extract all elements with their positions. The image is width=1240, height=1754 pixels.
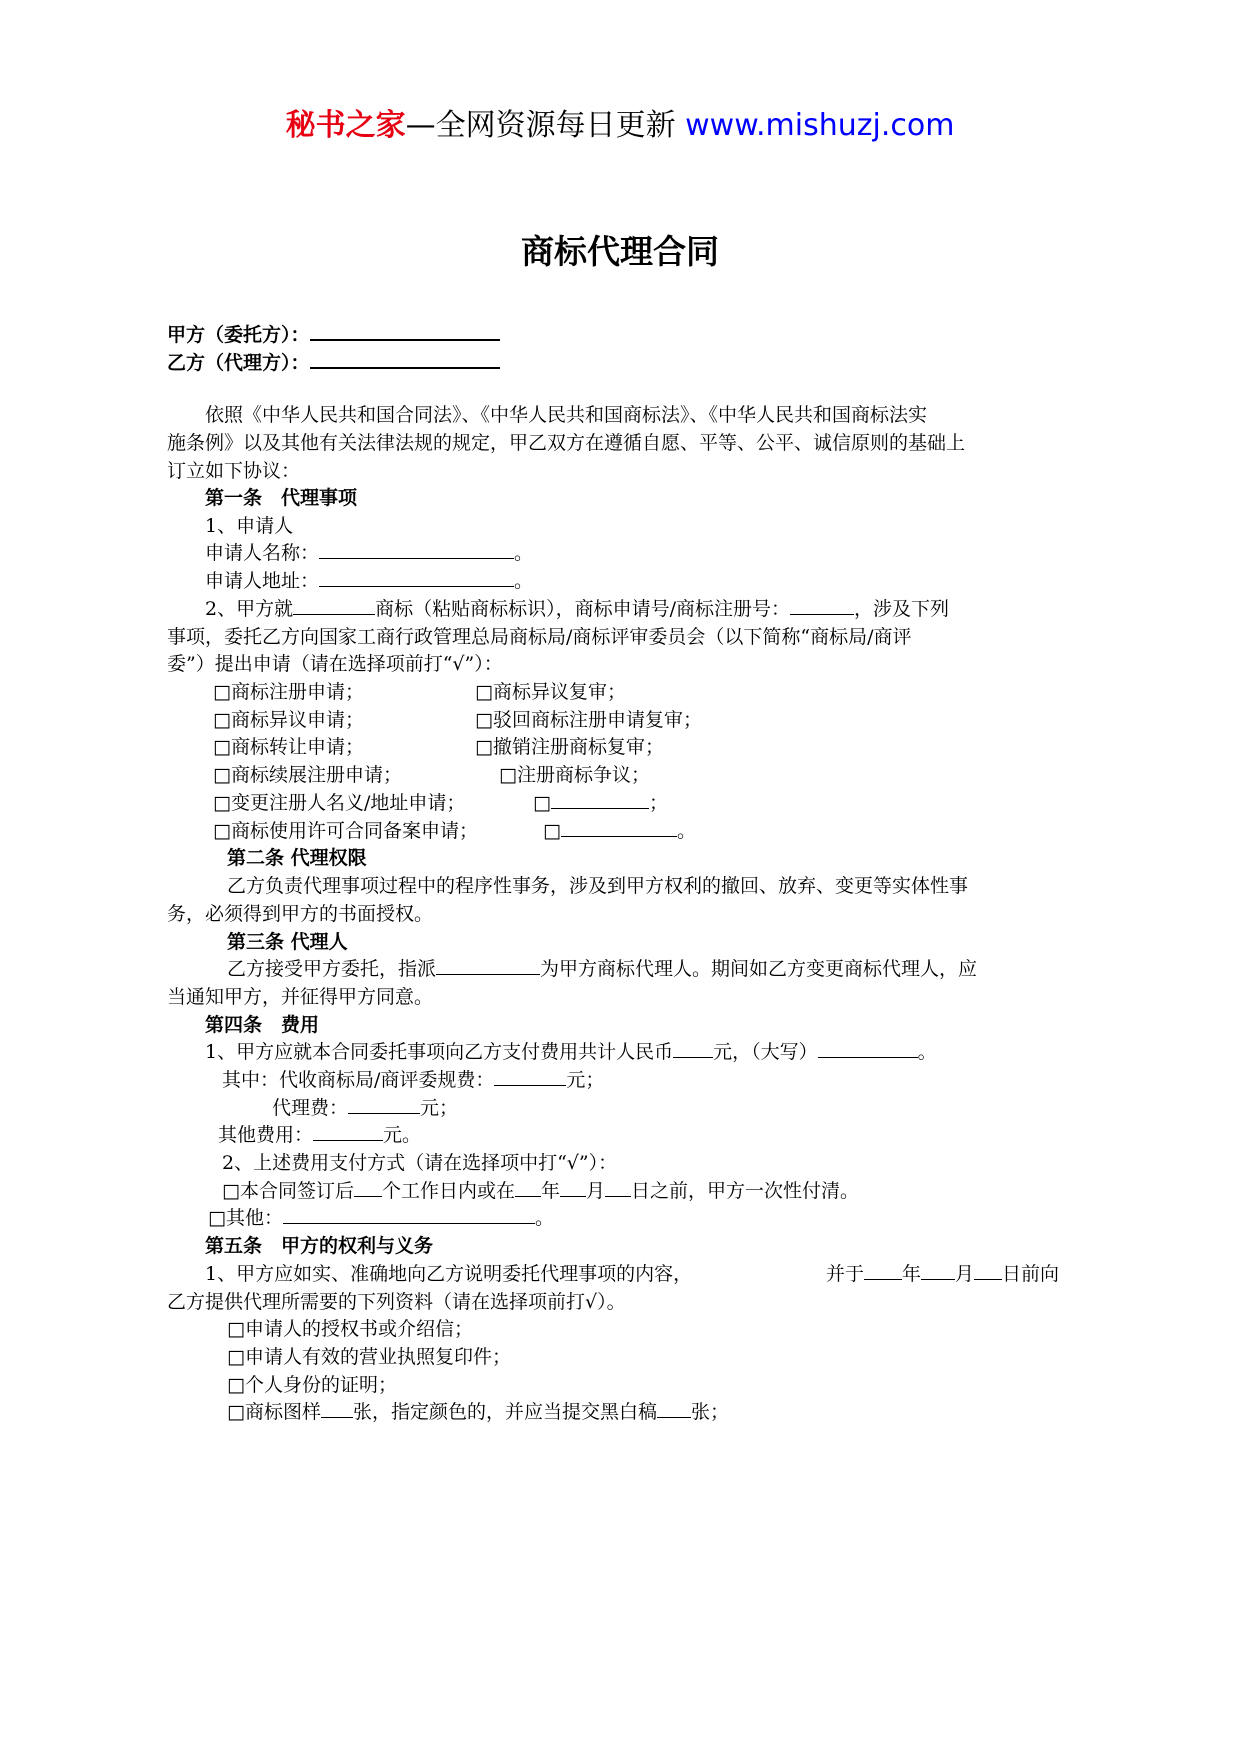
article-5-deadline bbox=[826, 1261, 1059, 1287]
article-5-line-2: 乙方提供代理所需要的下列资料（请在选择项前打√）。 bbox=[167, 1291, 626, 1313]
other-fee-line bbox=[218, 1122, 421, 1148]
item-2-text-a: 2、甲方就 bbox=[205, 598, 294, 620]
official-fee-blank[interactable] bbox=[494, 1068, 566, 1086]
total-fee-capital-label: 元，（大写） bbox=[713, 1041, 818, 1063]
deadline-day-blank[interactable] bbox=[974, 1262, 1002, 1280]
total-fee-label: 1、甲方应就本合同委托事项向乙方支付费用共计人民币 bbox=[205, 1041, 674, 1063]
option-renewal-application[interactable]: □商标续展注册申请； bbox=[213, 764, 402, 786]
party-a-blank[interactable] bbox=[310, 322, 500, 341]
payment-other-blank[interactable] bbox=[283, 1206, 535, 1224]
other-fee-label: 其他费用： bbox=[218, 1124, 314, 1146]
payment-option-1-text-b: 个工作日内或在 bbox=[381, 1180, 515, 1202]
article-2-heading: 第二条 代理权限 bbox=[227, 847, 367, 869]
article-4-heading: 第四条 费用 bbox=[205, 1014, 320, 1036]
trademark-sample-text-a[interactable]: □商标图样 bbox=[227, 1401, 321, 1423]
yuan-unit: 元； bbox=[420, 1097, 459, 1119]
total-fee-capital-blank[interactable] bbox=[818, 1040, 918, 1058]
agency-fee-blank[interactable] bbox=[348, 1096, 420, 1114]
semicolon: ； bbox=[648, 792, 668, 814]
article-5-heading: 第五条 甲方的权利与义务 bbox=[205, 1235, 434, 1257]
article-5-text-a: 1、甲方应如实、准确地向乙方说明委托代理事项的内容， bbox=[205, 1263, 693, 1285]
option-revocation-review[interactable]: □撤销注册商标复审； bbox=[475, 736, 664, 758]
article-2-line-1: 乙方负责代理事项过程中的程序性事务，涉及到甲方权利的撤回、放弃、变更等实体性事 bbox=[227, 875, 969, 897]
option-change-registrant[interactable]: □变更注册人名义/地址申请； bbox=[213, 792, 466, 814]
period: 。 bbox=[917, 1041, 937, 1063]
deadline-label: 并于 bbox=[826, 1263, 865, 1285]
total-fee-blank[interactable] bbox=[673, 1040, 713, 1058]
item-2-text-b: 商标（粘贴商标标识），商标申请号/商标注册号： bbox=[375, 598, 790, 620]
year-label: 年 bbox=[540, 1180, 560, 1202]
official-fee-line bbox=[222, 1067, 604, 1093]
option-other-2-box[interactable]: □ bbox=[543, 820, 561, 842]
trademark-number-blank[interactable] bbox=[790, 597, 854, 615]
deadline-month-blank[interactable] bbox=[921, 1262, 955, 1280]
article-3-line-1 bbox=[227, 956, 977, 982]
site-header bbox=[0, 100, 1240, 144]
applicant-name-blank[interactable] bbox=[319, 541, 514, 559]
article-3-text-b: 为甲方商标代理人。期间如乙方变更商标代理人，应 bbox=[540, 958, 978, 980]
payment-option-1[interactable] bbox=[222, 1178, 859, 1204]
option-rejection-review[interactable]: □驳回商标注册申请复审； bbox=[475, 709, 702, 731]
article-5-line-1 bbox=[205, 1261, 692, 1287]
year-blank[interactable] bbox=[515, 1179, 541, 1197]
deadline-text-end: 日前向 bbox=[1002, 1263, 1060, 1285]
year-label: 年 bbox=[902, 1263, 922, 1285]
article-1-heading: 第一条 代理事项 bbox=[205, 487, 358, 509]
payment-other-label[interactable]: □其他： bbox=[208, 1207, 283, 1229]
article-3-line-2: 当通知甲方，并征得甲方同意。 bbox=[167, 986, 434, 1008]
article-1-item-2-line-2: 事项，委托乙方向国家工商行政管理总局商标局/商标评审委员会（以下简称“商标局/商评 bbox=[167, 626, 912, 648]
day-blank[interactable] bbox=[605, 1179, 631, 1197]
working-days-blank[interactable] bbox=[354, 1179, 382, 1197]
applicant-name-line bbox=[205, 540, 533, 566]
deadline-year-blank[interactable] bbox=[864, 1262, 902, 1280]
option-registered-dispute[interactable]: □注册商标争议； bbox=[499, 764, 650, 786]
trademark-name-blank[interactable] bbox=[293, 597, 375, 615]
party-b-label: 乙方（代理方）： bbox=[167, 352, 310, 374]
agent-name-blank[interactable] bbox=[436, 957, 540, 975]
other-fee-blank[interactable] bbox=[313, 1123, 383, 1141]
intro-line-1: 依照《中华人民共和国合同法》、《中华人民共和国商标法》、《中华人民共和国商标法实 bbox=[205, 404, 928, 426]
intro-line-2: 施条例》以及其他有关法律法规的规定，甲乙双方在遵循自愿、平等、公平、诚信原则的基础上 bbox=[167, 432, 966, 454]
month-label: 月 bbox=[955, 1263, 975, 1285]
bw-sample-count-blank[interactable] bbox=[657, 1400, 691, 1418]
yuan-unit: 元； bbox=[566, 1069, 605, 1091]
option-other-1[interactable] bbox=[533, 790, 668, 816]
party-b-blank[interactable] bbox=[310, 350, 500, 369]
article-1-item-1: 1、申请人 bbox=[205, 515, 294, 537]
payment-option-1-text-a[interactable]: □本合同签订后 bbox=[222, 1180, 354, 1202]
doc-option-business-license[interactable]: □申请人有效的营业执照复印件； bbox=[227, 1346, 511, 1368]
doc-option-authorization[interactable]: □申请人的授权书或介绍信； bbox=[227, 1318, 473, 1340]
applicant-address-blank[interactable] bbox=[319, 569, 514, 587]
article-2-line-2: 务，必须得到甲方的书面授权。 bbox=[167, 903, 434, 925]
option-other-2-blank[interactable] bbox=[561, 819, 677, 837]
agency-fee-line bbox=[272, 1095, 458, 1121]
official-fee-label: 其中：代收商标局/商评委规费： bbox=[222, 1069, 495, 1091]
option-transfer-application[interactable]: □商标转让申请； bbox=[213, 736, 364, 758]
period: 。 bbox=[676, 820, 696, 842]
article-1-item-2 bbox=[205, 596, 949, 622]
article-3-heading: 第三条 代理人 bbox=[227, 931, 348, 953]
option-other-1-box[interactable]: □ bbox=[533, 792, 551, 814]
site-url-link[interactable]: www.mishuzj.com bbox=[685, 108, 955, 143]
doc-option-id-proof[interactable]: □个人身份的证明； bbox=[227, 1374, 397, 1396]
period: 。 bbox=[514, 542, 534, 564]
month-label: 月 bbox=[585, 1180, 605, 1202]
article-4-total-fee-line bbox=[205, 1039, 937, 1065]
option-license-filing[interactable]: □商标使用许可合同备案申请； bbox=[213, 820, 478, 842]
applicant-address-line bbox=[205, 568, 533, 594]
period: 。 bbox=[514, 570, 534, 592]
option-other-2[interactable] bbox=[543, 818, 696, 844]
article-1-item-2-line-3: 委”）提出申请（请在选择项前打“√”）： bbox=[167, 653, 503, 675]
party-a-line bbox=[167, 322, 500, 348]
payment-option-1-text-e: 日之前，甲方一次性付清。 bbox=[631, 1180, 860, 1202]
payment-method-heading: 2、上述费用支付方式（请在选择项中打“√”）： bbox=[222, 1152, 618, 1174]
header-tagline: —全网资源每日更新 bbox=[405, 108, 686, 143]
payment-option-other[interactable] bbox=[208, 1205, 554, 1231]
brand-name: 秘书之家 bbox=[285, 108, 406, 143]
month-blank[interactable] bbox=[560, 1179, 586, 1197]
doc-option-trademark-sample[interactable] bbox=[227, 1399, 729, 1425]
applicant-name-label: 申请人名称： bbox=[205, 542, 320, 564]
yuan-unit: 元。 bbox=[383, 1124, 422, 1146]
party-a-label: 甲方（委托方）： bbox=[167, 324, 310, 346]
sample-count-blank[interactable] bbox=[321, 1400, 353, 1418]
party-b-line bbox=[167, 350, 500, 376]
item-2-text-c: ，涉及下列 bbox=[854, 598, 950, 620]
intro-line-3: 订立如下协议： bbox=[167, 460, 301, 482]
document-title: 商标代理合同 bbox=[521, 232, 719, 271]
option-trademark-registration[interactable]: □商标注册申请； bbox=[213, 681, 364, 703]
option-opposition-review[interactable]: □商标异议复审； bbox=[475, 681, 626, 703]
period: 。 bbox=[534, 1207, 554, 1229]
option-other-1-blank[interactable] bbox=[551, 791, 649, 809]
option-opposition-application[interactable]: □商标异议申请； bbox=[213, 709, 364, 731]
trademark-sample-text-b: 张，指定颜色的，并应当提交黑白稿 bbox=[352, 1401, 657, 1423]
applicant-address-label: 申请人地址： bbox=[205, 570, 320, 592]
trademark-sample-text-c: 张； bbox=[690, 1401, 729, 1423]
article-3-text-a: 乙方接受甲方委托，指派 bbox=[227, 958, 437, 980]
agency-fee-label: 代理费： bbox=[272, 1097, 349, 1119]
